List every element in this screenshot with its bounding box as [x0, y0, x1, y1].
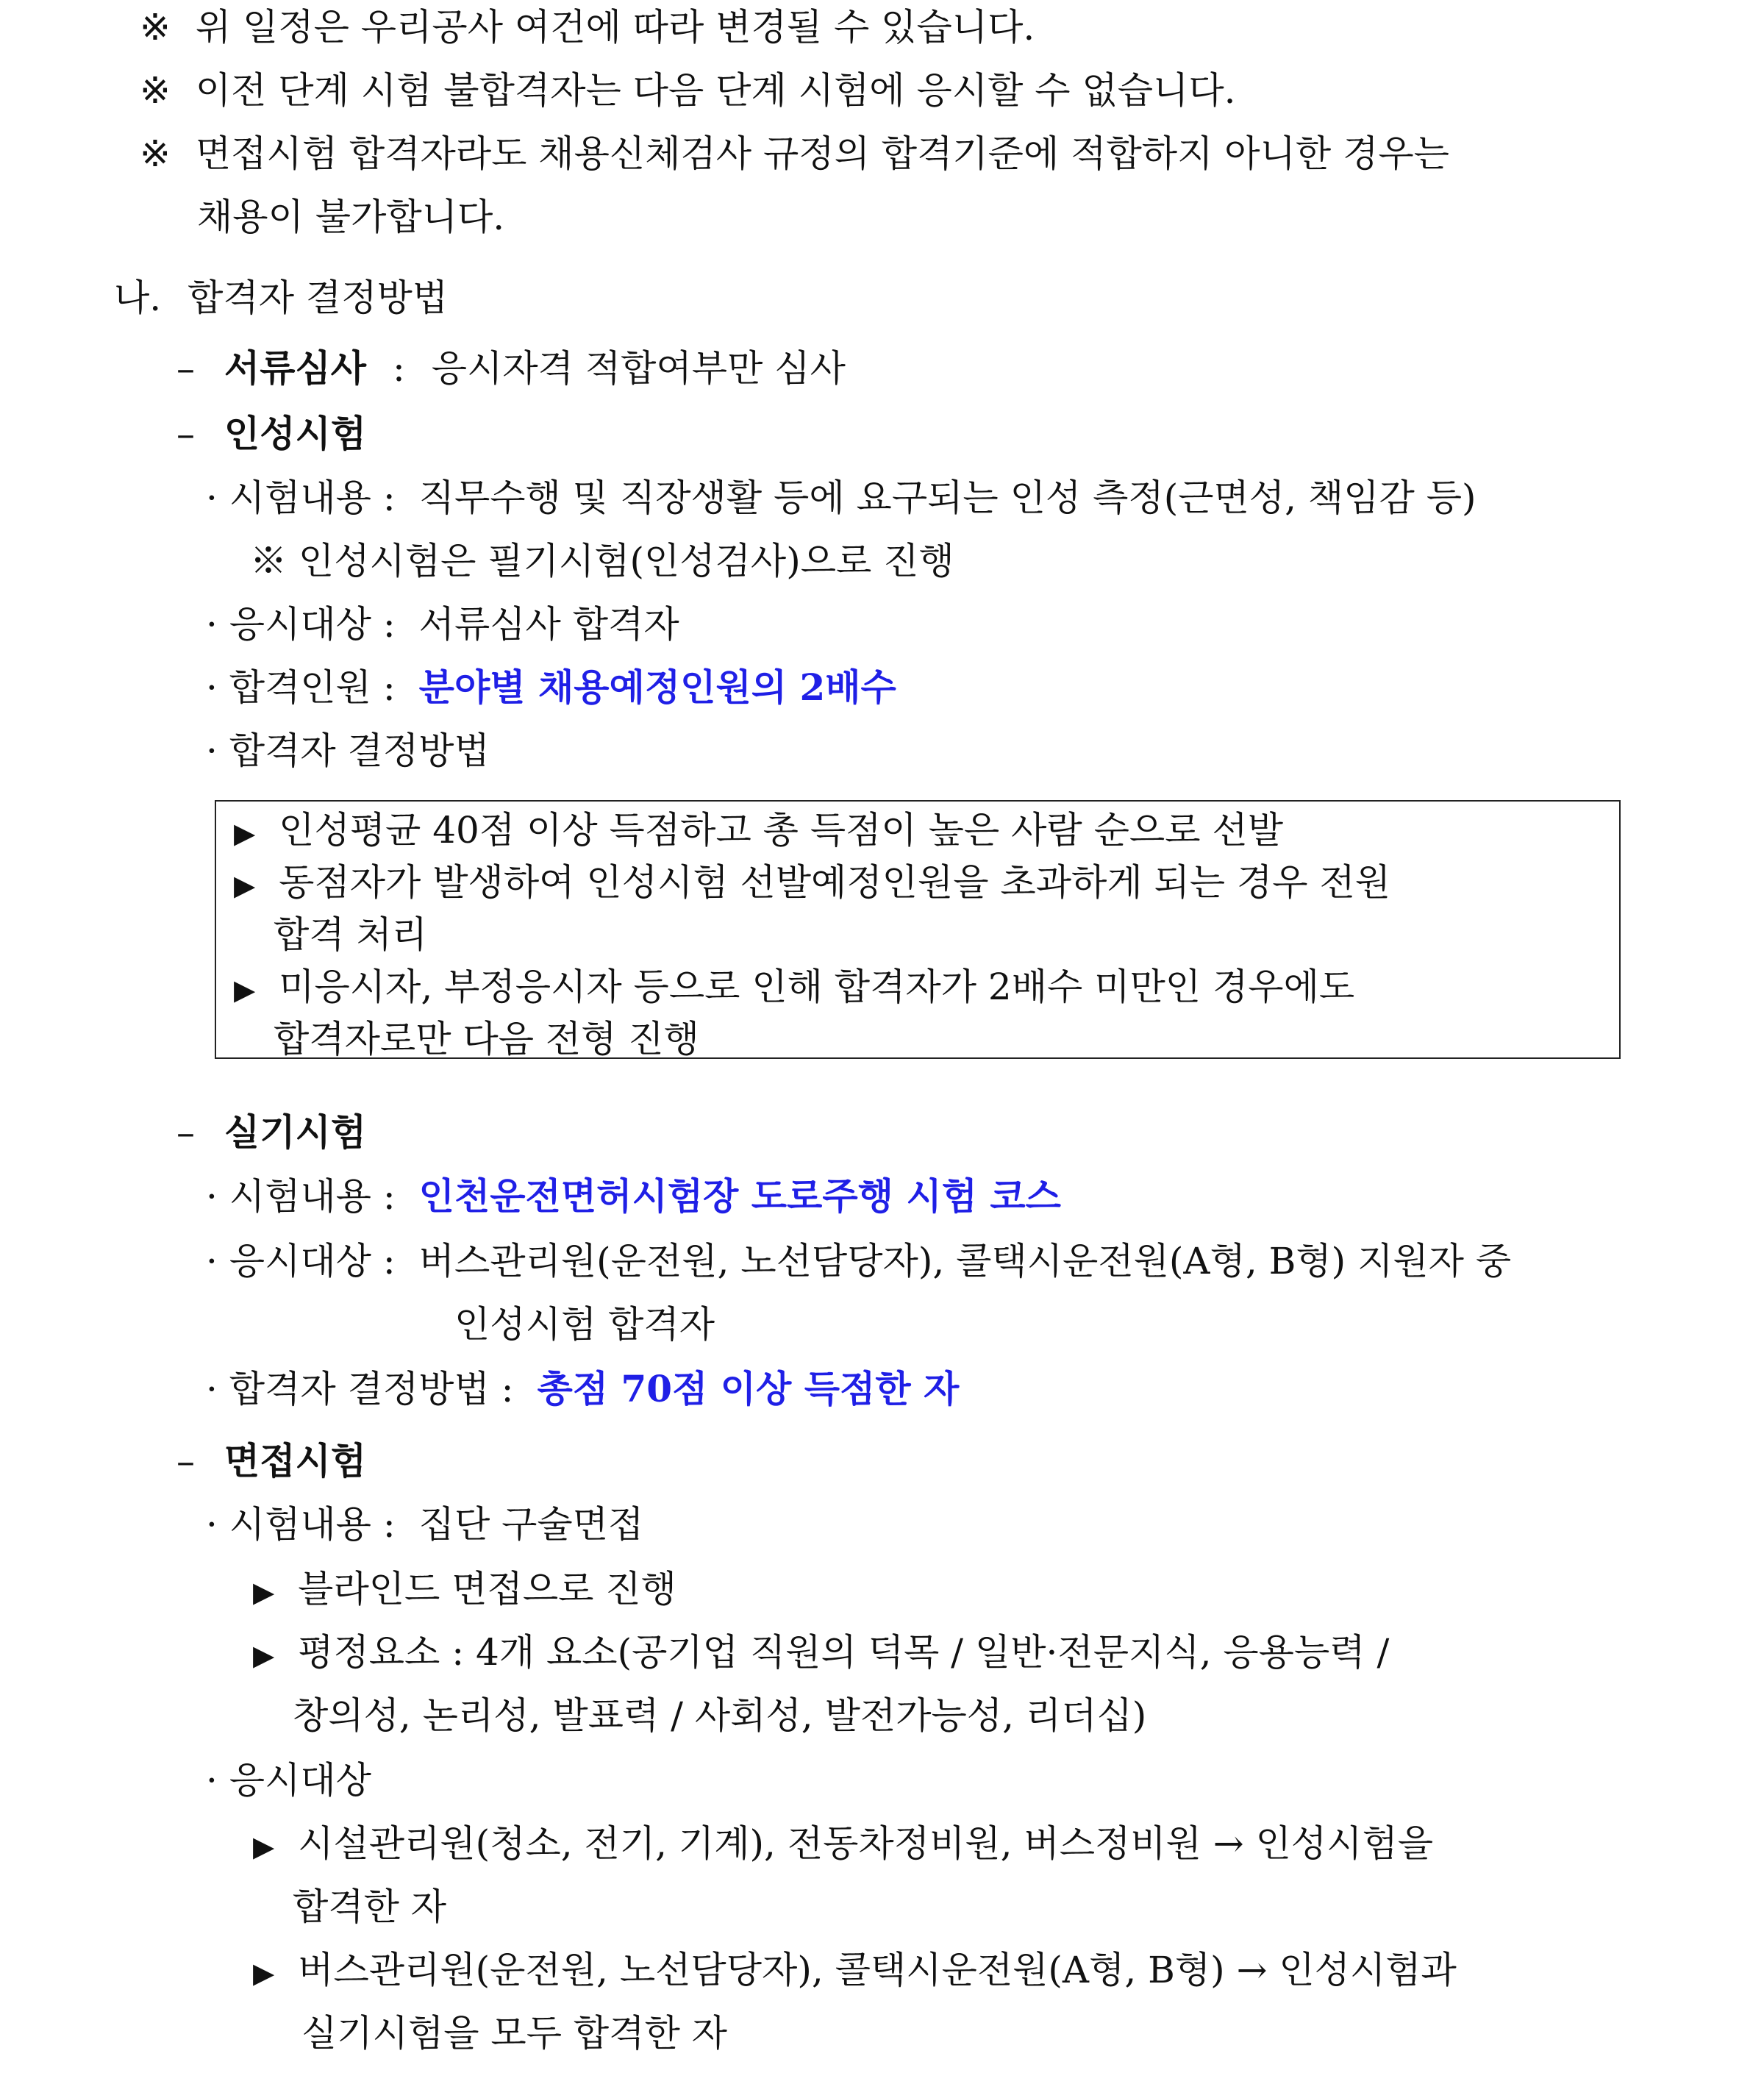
- section-heading: [114, 276, 449, 319]
- triangle-bullet-icon: ▶: [253, 1639, 275, 1671]
- screening-item: [176, 346, 846, 390]
- target-text: 서류심사 합격자: [418, 603, 679, 646]
- practical-heading: [176, 1110, 367, 1154]
- content-text: 직무수행 및 직장생활 등에 요구되는 인성 측정(근면성, 책임감 등): [418, 477, 1476, 519]
- personality-note: ※ 인성시험은 필기시험(인성검사)으로 진행: [250, 540, 954, 582]
- interview-item-text: 평정요소 : 4개 요소(공기업 직원의 덕목 / 일반·전문지식, 응용능력 /: [298, 1631, 1390, 1674]
- interview-item-2-continuation: 창의성, 논리성, 발표력 / 사회성, 발전가능성, 리더십): [293, 1694, 1147, 1737]
- reference-mark: ※: [140, 132, 171, 175]
- section-number: 나.: [114, 276, 162, 319]
- interview-content: [206, 1503, 644, 1546]
- interview-target-2: [253, 1949, 1457, 1991]
- note-text: 면접시험 합격자라도 채용신체검사 규정의 합격기준에 적합하지 아니한 경우는: [195, 132, 1449, 175]
- list-dash: –: [176, 347, 195, 390]
- personality-method-label: · 합격자 결정방법: [206, 729, 490, 772]
- interview-target-1: [253, 1822, 1434, 1865]
- interview-heading: [176, 1439, 367, 1482]
- box-item-text: 인성평균 40점 이상 득점하고 총 득점이 높은 사람 순으로 선발: [279, 809, 1284, 852]
- count-text: 분야별 채용예정인원의 2배수: [418, 665, 896, 709]
- triangle-bullet-icon: ▶: [234, 974, 256, 1006]
- interview-target-2-continuation: 실기시험을 모두 합격한 자: [301, 2012, 727, 2055]
- interview-target-text: 버스관리원(운전원, 노선담당자), 콜택시운전원(A형, B형) → 인성시험과: [298, 1949, 1457, 1991]
- personality-content: [206, 477, 1476, 519]
- target-text: 버스관리원(운전원, 노선담당자), 콜택시운전원(A형, B형) 지원자 중: [418, 1240, 1512, 1282]
- box-item-3-continuation: 합격자로만 다음 전형 진행: [274, 1018, 699, 1060]
- reference-mark: ※: [140, 6, 171, 49]
- box-item-1: [234, 809, 1284, 852]
- interview-title: 면접시험: [224, 1439, 367, 1482]
- practical-target-continuation: 인성시험 합격자: [454, 1303, 715, 1346]
- target-label: · 응시대상 :: [206, 603, 396, 646]
- personality-heading: [176, 412, 367, 455]
- content-label: · 시험내용 :: [206, 477, 396, 519]
- note-text: 위 일정은 우리공사 여건에 따라 변경될 수 있습니다.: [195, 6, 1035, 49]
- section-title: 합격자 결정방법: [188, 276, 449, 319]
- note-text: 이전 단계 시험 불합격자는 다음 단계 시험에 응시할 수 없습니다.: [195, 69, 1236, 112]
- box-item-2: [234, 861, 1391, 904]
- reference-mark: ※: [140, 69, 171, 112]
- triangle-bullet-icon: ▶: [253, 1830, 275, 1863]
- practical-content: [206, 1174, 1061, 1218]
- triangle-bullet-icon: ▶: [234, 817, 256, 849]
- triangle-bullet-icon: ▶: [234, 869, 256, 902]
- box-item-2-continuation: 합격 처리: [274, 913, 428, 956]
- box-item-text: 미응시자, 부정응시자 등으로 인해 합격자가 2배수 미만인 경우에도: [279, 966, 1355, 1008]
- practical-method: [206, 1367, 960, 1410]
- target-label: · 응시대상 :: [206, 1240, 396, 1282]
- interview-target-text: 시설관리원(청소, 전기, 기계), 전동차정비원, 버스정비원 → 인성시험을: [298, 1822, 1434, 1865]
- note-3-continuation: 채용이 불가합니다.: [197, 196, 505, 238]
- practical-target: [206, 1240, 1512, 1282]
- triangle-bullet-icon: ▶: [253, 1957, 275, 1989]
- interview-target-label: · 응시대상: [206, 1759, 371, 1802]
- note-1: [140, 6, 1035, 49]
- box-item-3: [234, 966, 1355, 1008]
- content-text: 인천운전면허시험장 도로주행 시험 코스: [418, 1174, 1061, 1218]
- method-text: 총점 70점 이상 득점한 자: [537, 1367, 960, 1410]
- content-label: · 시험내용 :: [206, 1503, 396, 1546]
- method-label: · 합격자 결정방법 :: [206, 1368, 514, 1410]
- screening-label: 서류심사: [224, 346, 367, 390]
- screening-text: 응시자격 적합여부만 심사: [431, 347, 846, 390]
- content-label: · 시험내용 :: [206, 1175, 396, 1218]
- colon: :: [393, 347, 405, 390]
- personality-count: [206, 665, 896, 709]
- practical-title: 실기시험: [224, 1110, 367, 1154]
- content-text: 집단 구술면접: [418, 1503, 644, 1546]
- box-item-text: 동점자가 발생하여 인성시험 선발예정인원을 초과하게 되는 경우 전원: [279, 861, 1391, 904]
- personality-title: 인성시험: [224, 412, 367, 455]
- triangle-bullet-icon: ▶: [253, 1576, 275, 1608]
- note-2: [140, 69, 1236, 112]
- interview-item-2: [253, 1631, 1390, 1674]
- interview-item-1: [253, 1568, 676, 1610]
- count-label: · 합격인원 :: [206, 666, 396, 709]
- list-dash: –: [176, 1111, 195, 1154]
- list-dash: –: [176, 1440, 195, 1482]
- interview-item-text: 블라인드 면접으로 진행: [298, 1568, 676, 1610]
- note-3: [140, 132, 1449, 175]
- interview-target-1-continuation: 합격한 자: [293, 1885, 447, 1928]
- personality-target: [206, 603, 679, 646]
- list-dash: –: [176, 413, 195, 455]
